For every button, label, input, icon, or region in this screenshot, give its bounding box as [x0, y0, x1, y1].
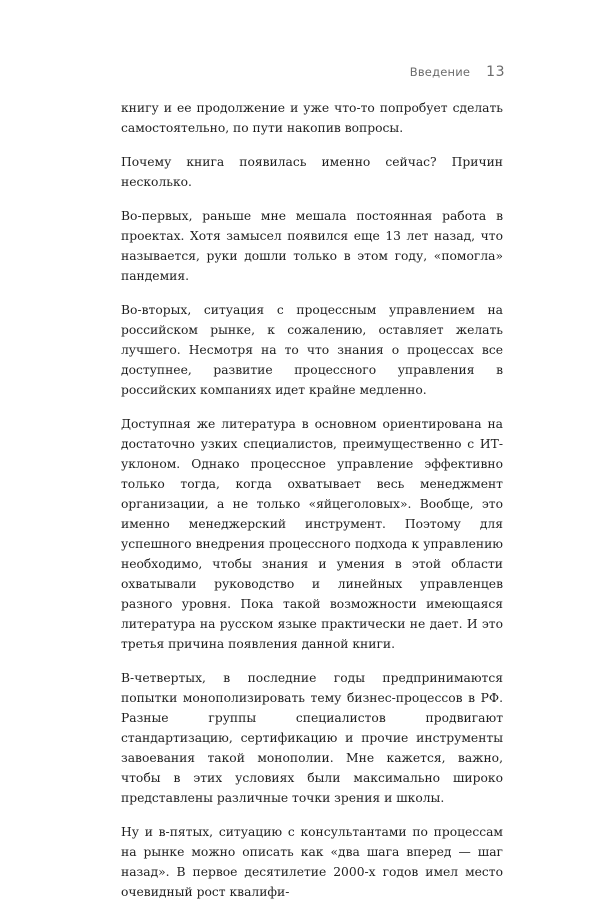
running-head: [410, 64, 505, 80]
paragraph-first-reason: Во-первых, раньше мне мешала постоянная работа в проектах. Хотя замысел появился еще 13 лет назад, что называется, руки дошли только в этом году, «помогла» пандемия.: [121, 209, 503, 283]
paragraph-continuation: книгу и ее продолжение и уже что-то попробует сделать самостоятельно, по пути накопив вопросы.: [121, 101, 503, 135]
paragraph-literature: Доступная же литература в основном ориентирована на достаточно узких специалистов, преимущественно с ИТ-уклоном. Однако процессное управление эффективно только тогда, когда охватывает весь менеджмент организации, а не только «яйцеголовых». Вообще, это именно менеджерский инструмент. Поэтому для успешного внедрения процессного подхода к управлению необходимо, чтобы знания и умения в этой области охватывали руководство и линейных управленцев разного уровня. Пока такой возможности имеющаяся литература на русском языке практически не дает. И это третья причина появления данной книги.: [121, 417, 503, 651]
paragraph-second-reason: Во-вторых, ситуация с процессным управлением на российском рынке, к сожалению, оставляет желать лучшего. Несмотря на то что знания о процессах все доступнее, развитие процессного управления в российских компаниях идет крайне медленно.: [121, 303, 503, 397]
paragraph-fourth-reason: В-четвертых, в последние годы предпринимаются попытки монополизировать тему бизнес-процессов в РФ. Разные группы специалистов продвигают стандартизацию, сертификацию и прочие инструменты завоевания такой монополии. Мне кажется, важно, чтобы в этих условиях были максимально широко представлены различные точки зрения и школы.: [121, 671, 503, 805]
page-number: 13: [486, 64, 505, 80]
paragraph-fifth-reason: Ну и в-пятых, ситуацию с консультантами по процессам на рынке можно описать как «два шага вперед — шаг назад». В первое десятилетие 2000-х годов имел место очевидный рост квалифи-: [121, 825, 503, 899]
paragraph-why-now: Почему книга появилась именно сейчас? Причин несколько.: [121, 155, 503, 189]
body-text: [121, 98, 503, 916]
section-title: Введение: [409, 65, 471, 79]
